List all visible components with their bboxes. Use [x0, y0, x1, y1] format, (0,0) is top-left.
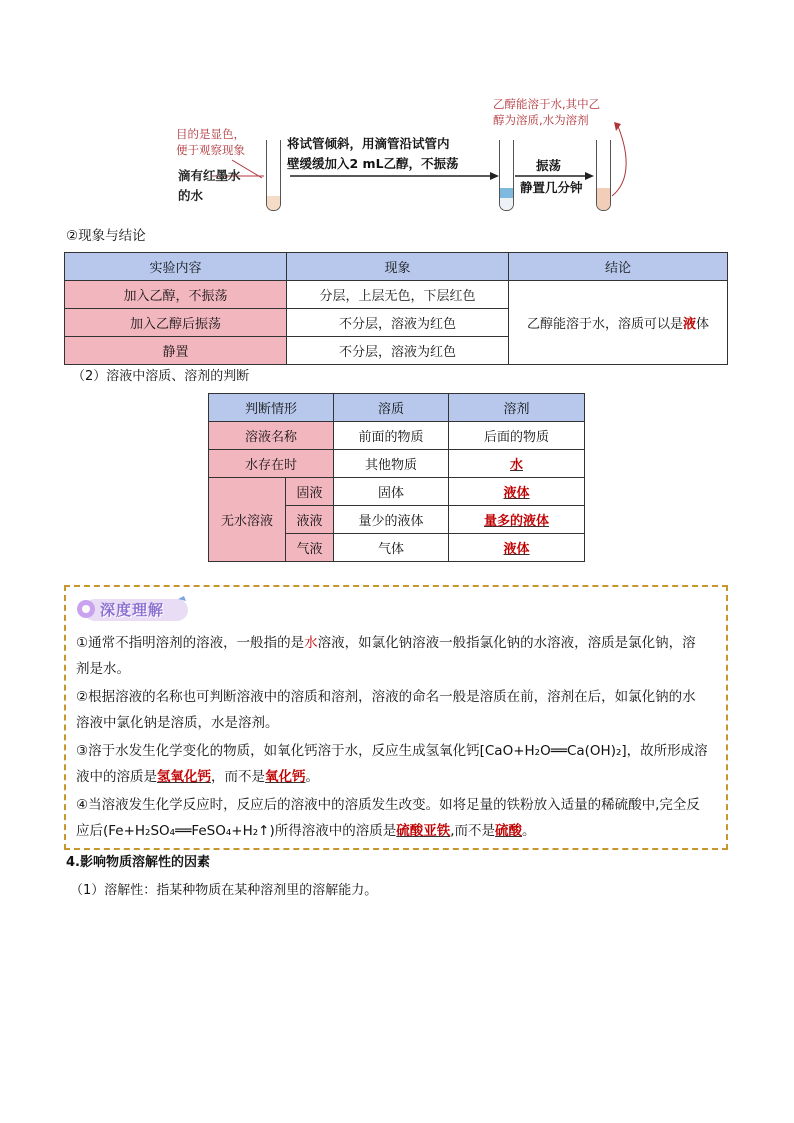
group-label: 无水溶液: [209, 478, 286, 562]
row-content: 加入乙醇后振荡: [65, 309, 287, 337]
sub-label: 液液: [286, 506, 334, 534]
table-row: [209, 478, 585, 506]
deep-paragraph-3: ③溶于水发生化学变化的物质，如氧化钙溶于水，反应生成氢氧化钙[CaO+H₂O══Ca(OH)₂]，故所形成溶 液中的溶质是氢氧化钙，而不是氧化钙。: [76, 743, 708, 785]
deep-understanding-badge: [74, 595, 192, 623]
row-solvent: 量多的液体: [449, 506, 585, 534]
row-solute: 固体: [334, 478, 449, 506]
table-row: [209, 422, 585, 450]
row-solvent: 液体: [449, 478, 585, 506]
table-row: [65, 281, 728, 309]
section2-title: ②现象与结论: [66, 228, 146, 244]
table-solute-solvent: [208, 393, 585, 562]
row-solvent: 液体: [449, 534, 585, 562]
row-label: 水存在时: [209, 450, 334, 478]
note-right: 乙醇能溶于水,其中乙 醇为溶质,水为溶剂: [493, 97, 601, 127]
arrow2-top: 振荡: [536, 158, 562, 173]
conclusion-cell: 乙醇能溶于水，溶质可以是液体: [509, 281, 728, 365]
deep-paragraph-4: ④当溶液发生化学反应时，反应后的溶液中的溶质发生改变。如将足量的铁粉放入适量的稀硫酸中,完全反 应后(Fe+H₂SO₄══FeSO₄+H₂↑)所得溶液中的溶质是硫酸亚铁,而不是硫酸。: [76, 797, 700, 839]
note-left: 目的是显色， 便于观察现象: [176, 127, 245, 157]
sub-label: 固液: [286, 478, 334, 506]
table-header-row: [209, 394, 585, 422]
deep-understanding-box: [64, 585, 728, 850]
header-content: 实验内容: [65, 253, 287, 281]
table-row: [209, 450, 585, 478]
test-tube-2: [499, 140, 514, 211]
arrow1-text: 将试管倾斜，用滴管沿试管内 壁缓缓加入2 mL乙醇，不振荡: [287, 136, 459, 171]
conclusion-highlight: 液: [682, 317, 696, 332]
subsection2-title: （2）溶液中溶质、溶剂的判断: [72, 369, 250, 384]
row-solvent: 后面的物质: [449, 422, 585, 450]
row-label: 溶液名称: [209, 422, 334, 450]
header-phenomenon: 现象: [287, 253, 509, 281]
section4-title: 4.影响物质溶解性的因素: [66, 855, 210, 870]
deep-paragraph-2: ②根据溶液的名称也可判断溶液中的溶质和溶剂，溶液的命名一般是溶质在前，溶剂在后，如氯化钠的水 溶液中氯化钠是溶质，水是溶剂。: [76, 689, 696, 731]
header-conclusion: 结论: [509, 253, 728, 281]
table-phenomenon-conclusion: [64, 252, 728, 365]
header-situation: 判断情形: [209, 394, 334, 422]
row-solute: 量少的液体: [334, 506, 449, 534]
section4-line1: （1）溶解性：指某种物质在某种溶剂里的溶解能力。: [70, 883, 378, 898]
row-content: 加入乙醇，不振荡: [65, 281, 287, 309]
deep-paragraph-1: ①通常不指明溶剂的溶液，一般指的是水溶液，如氯化钠溶液一般指氯化钠的水溶液，溶质是氯化钠，溶 剂是水。: [76, 635, 696, 677]
row-solute: 气体: [334, 534, 449, 562]
header-solute: 溶质: [334, 394, 449, 422]
row-phenomenon: 不分层，溶液为红色: [287, 337, 509, 365]
row-solute: 前面的物质: [334, 422, 449, 450]
badge-text: 深度理解: [100, 601, 165, 619]
row-phenomenon: 不分层，溶液为红色: [287, 309, 509, 337]
test-tube-1: [266, 140, 281, 211]
header-solvent: 溶剂: [449, 394, 585, 422]
test-tube-3: [596, 140, 611, 211]
row-phenomenon: 分层，上层无色，下层红色: [287, 281, 509, 309]
diagram-lines: [0, 0, 794, 230]
row-solute: 其他物质: [334, 450, 449, 478]
table-header-row: [65, 253, 728, 281]
row-content: 静置: [65, 337, 287, 365]
sub-label: 气液: [286, 534, 334, 562]
label-left: 滴有红墨水 的水: [178, 168, 241, 203]
arrow2-bottom: 静置几分钟: [520, 180, 583, 195]
row-solvent: 水: [449, 450, 585, 478]
